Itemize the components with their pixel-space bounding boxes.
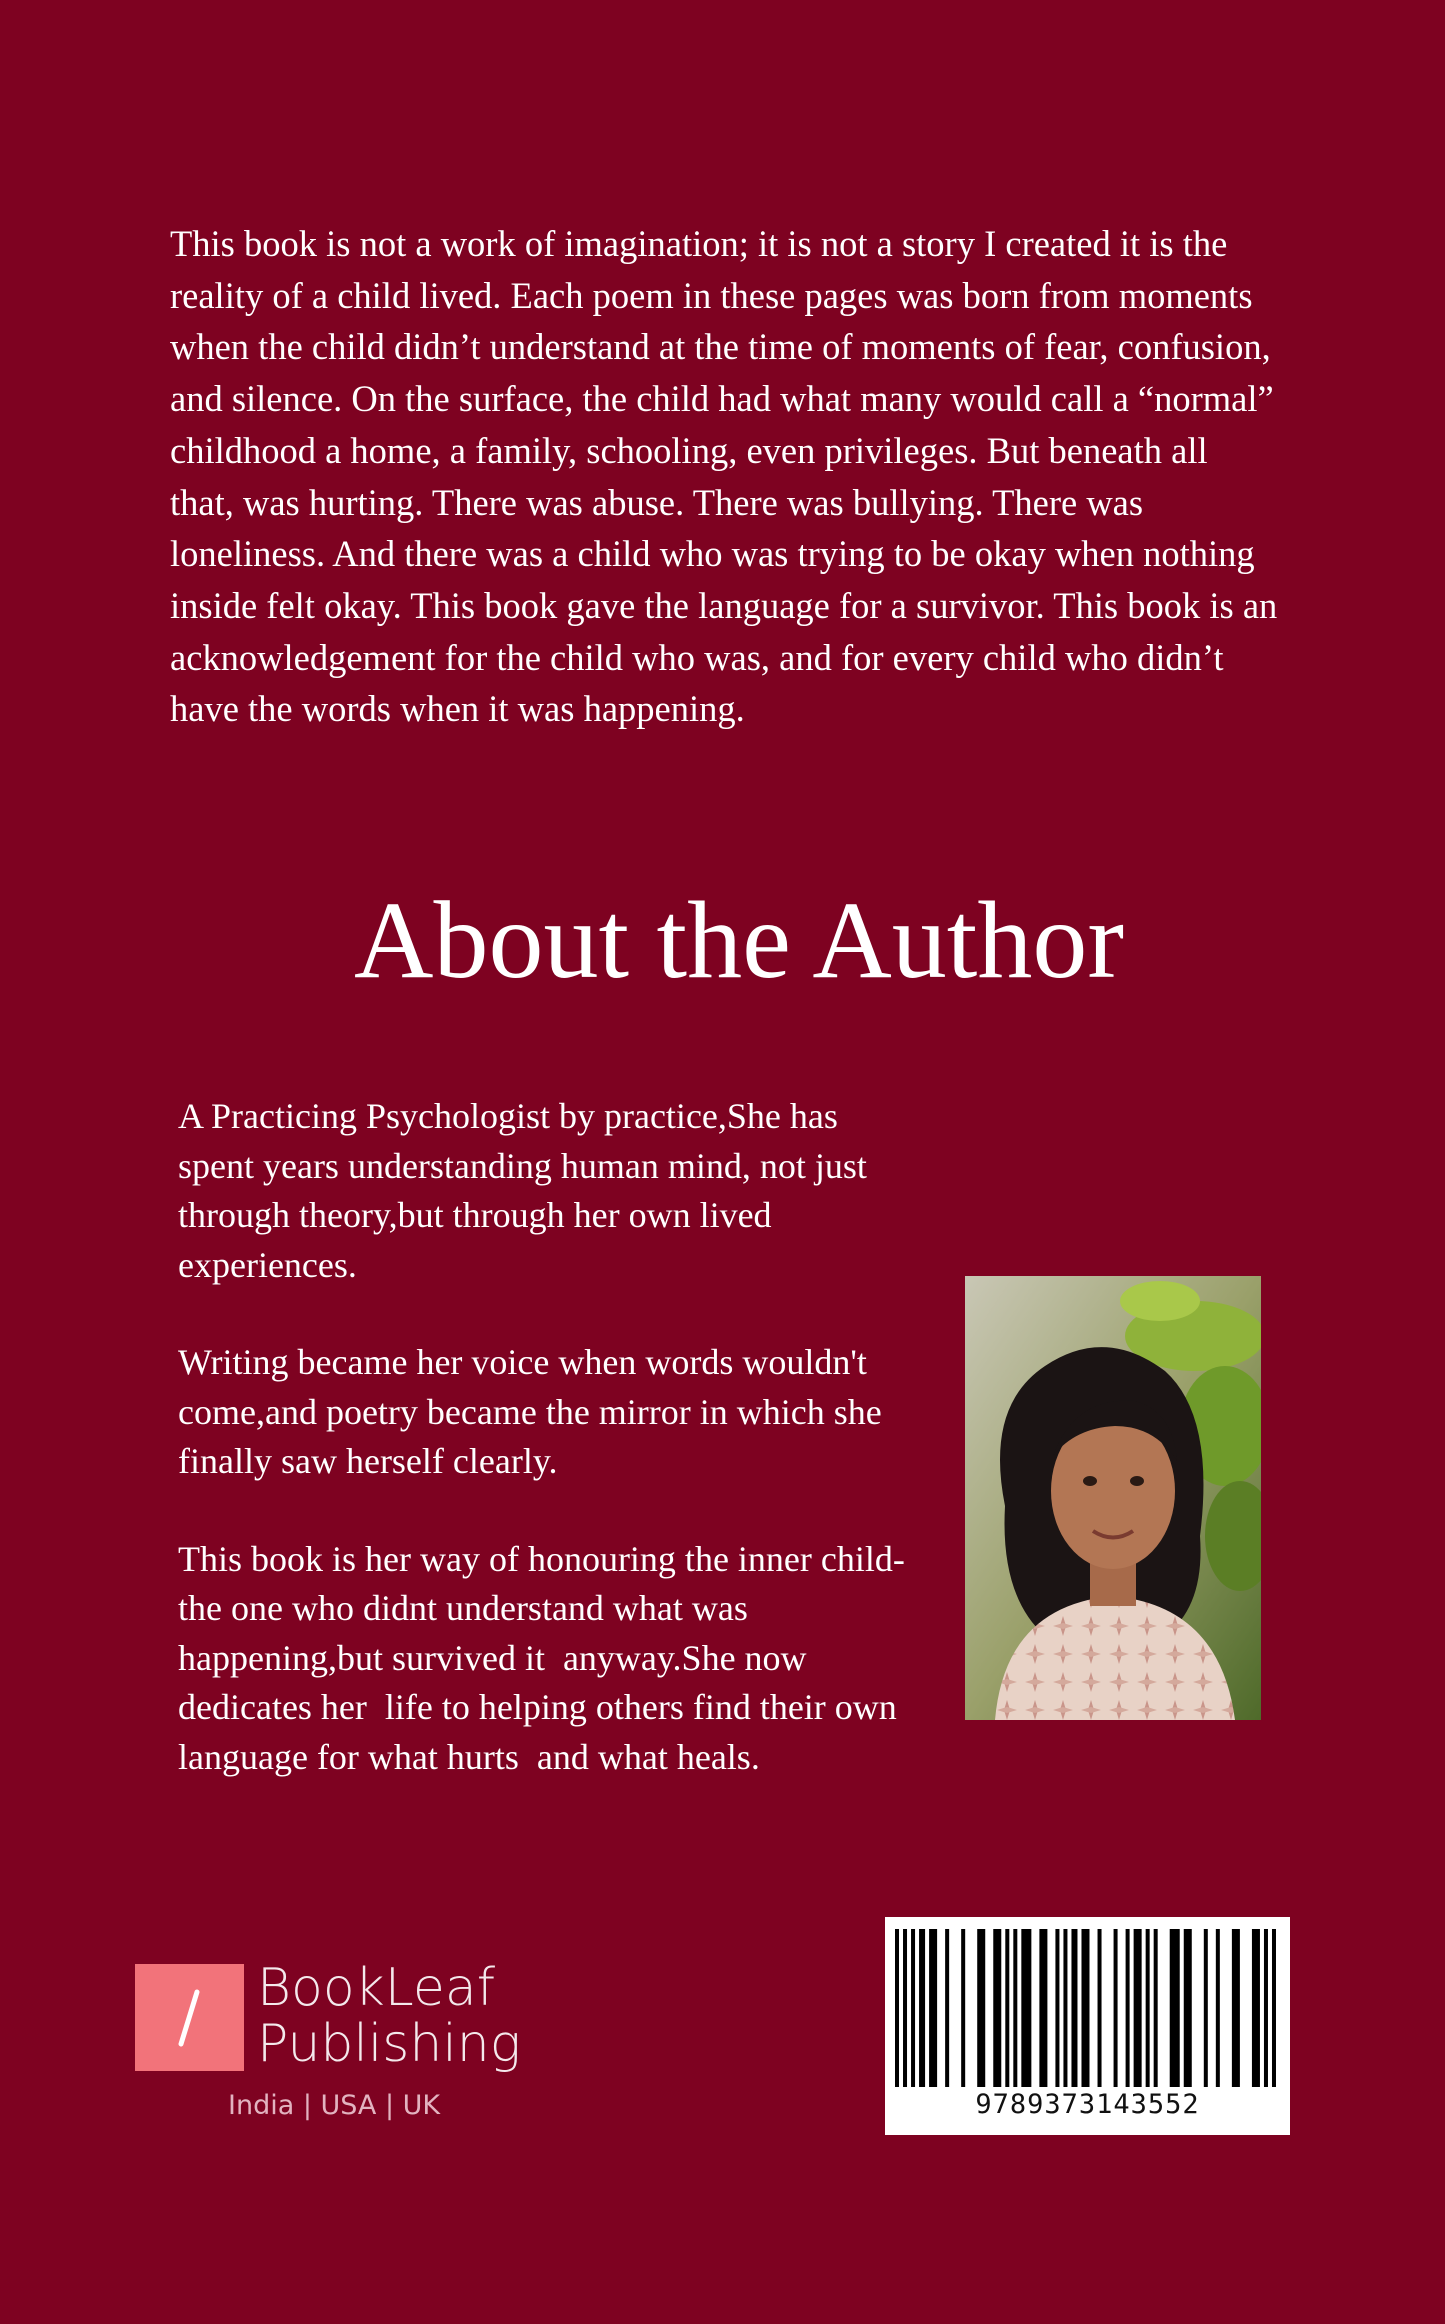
back-cover-blurb: This book is not a work of imagination; it is not a story I created it is the reality of a child lived. Each poem in these pages was born from moments when the child didn’t understand at the time of moments of fear, confusion, and silence. On the surface, the child had what many would call a “normal” childhood a home, a family, schooling, even privileges. But beneath all that, was hurting. There was abuse. There was bullying. There was loneliness. And there was a child who was trying to be okay when nothing inside felt okay. This book gave the language for a survivor. This book is an acknowledgement for the child who was, and for every child who didn’t have the words when it was happening. [170, 223, 1278, 730]
publisher-name-line2: Publishing [257, 2014, 521, 2074]
barcode-bar [895, 1929, 899, 2087]
barcode-bar [1071, 1929, 1077, 2087]
barcode-bar [929, 1929, 937, 2087]
barcode-bar [961, 1929, 965, 2087]
barcode-bar [1063, 1929, 1067, 2087]
barcode-bar [1114, 1929, 1118, 2087]
barcode-bar [1013, 1929, 1017, 2087]
barcode-bar [1039, 1929, 1047, 2087]
isbn-number: 9789373143552 [975, 2089, 1200, 2120]
barcode-bar [1252, 1929, 1260, 2087]
barcode-bar [1126, 1929, 1130, 2087]
barcode-bar [911, 1929, 915, 2087]
barcode-bar [1264, 1929, 1268, 2087]
barcode-bar [1055, 1929, 1059, 2087]
barcode-bar [1170, 1929, 1180, 2087]
about-author-heading: About the Author [354, 879, 1124, 1001]
publisher-name-line1: BookLeaf [257, 1958, 496, 2018]
barcode-bar [993, 1929, 1001, 2087]
barcode-bars [893, 1929, 1282, 2087]
barcode-bar [1098, 1929, 1102, 2087]
barcode-bar [1272, 1929, 1276, 2087]
isbn-barcode [885, 1917, 1290, 2135]
barcode-bar [919, 1929, 925, 2087]
barcode-bar [1146, 1929, 1150, 2087]
barcode-bar [977, 1929, 985, 2087]
publisher-logo [135, 1960, 555, 2130]
barcode-bar [945, 1929, 949, 2087]
bio-paragraph-2: Writing became her voice when words wouldn't come,and poetry became the mirror in which she finally saw herself clearly. [178, 1342, 891, 1481]
author-bio [178, 1092, 918, 1830]
barcode-bar [1005, 1929, 1009, 2087]
barcode-bar [903, 1929, 907, 2087]
barcode-bar [1184, 1929, 1192, 2087]
barcode-bar [1204, 1929, 1208, 2087]
barcode-bar [1154, 1929, 1158, 2087]
author-photo [965, 1276, 1261, 1720]
barcode-bar [1134, 1929, 1142, 2087]
publisher-name [257, 1960, 557, 2072]
publisher-regions: India | USA | UK [228, 2090, 441, 2121]
bio-paragraph-1: A Practicing Psychologist by practice,She has spent years understanding human mind, not just through theory,but through her own lived experiences. [178, 1096, 876, 1285]
barcode-bar [1216, 1929, 1220, 2087]
barcode-bar [1081, 1929, 1089, 2087]
bio-paragraph-3: This book is her way of honouring the inner child-the one who didnt understand what was happening,but survived it anyway.She now dedicates her life to helping others find their own language for what hurts and what heals. [178, 1538, 906, 1777]
barcode-bar [1232, 1929, 1240, 2087]
publisher-slash-icon [135, 1964, 244, 2071]
barcode-bar [1021, 1929, 1031, 2087]
